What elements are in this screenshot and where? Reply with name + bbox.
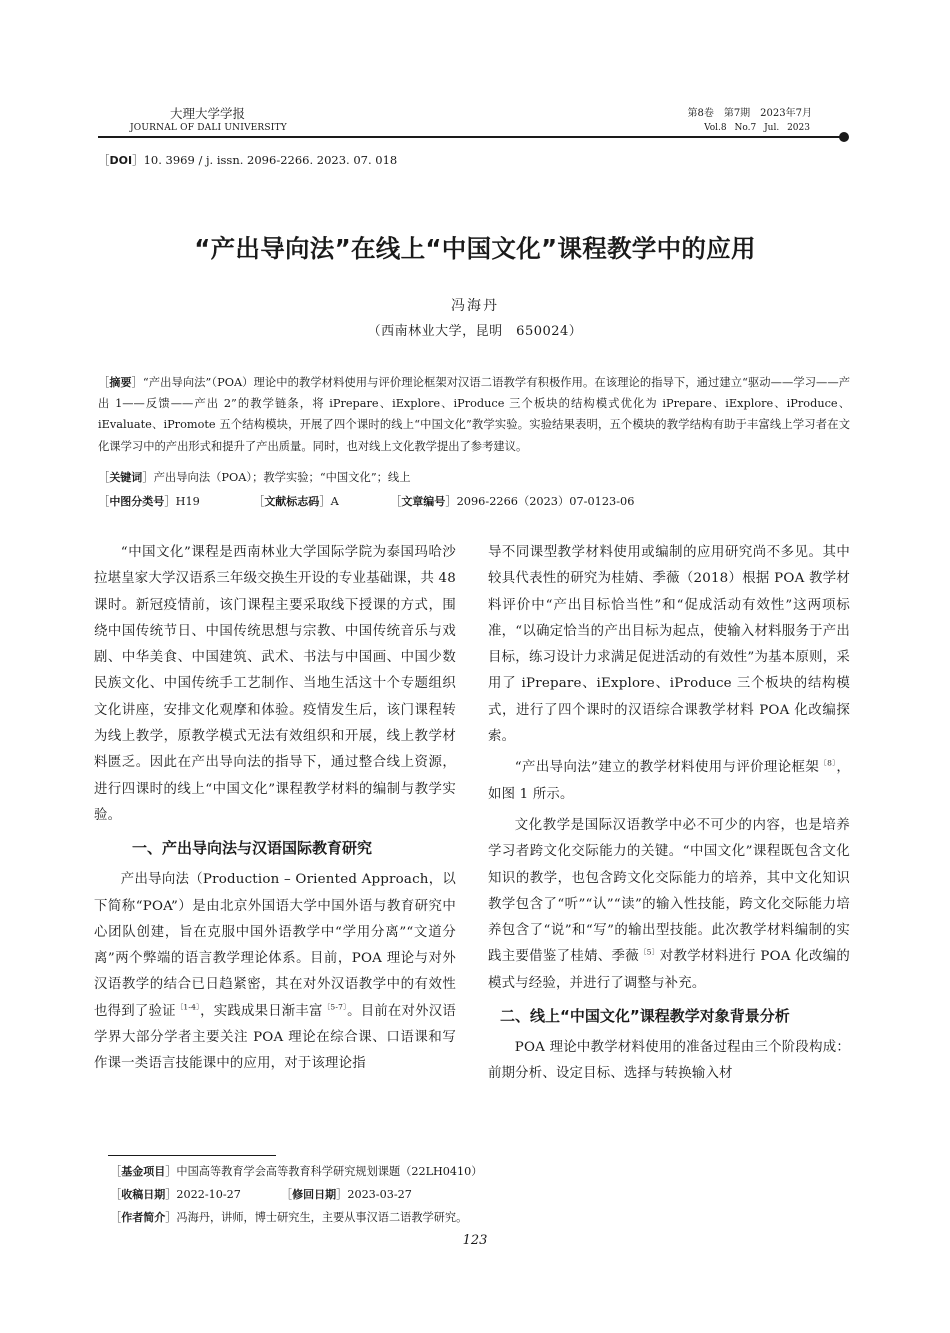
paragraph-text: 对教学材料进行 POA 化改编的模式与经验，并进行了调整与补充。 — [488, 949, 851, 991]
footnote-dates: ［收稿日期］2022-10-27 ［修回日期］2023-03-27 — [110, 1188, 412, 1201]
author-name: 冯海丹 — [451, 298, 499, 314]
abstract-text: “产出导向法”（POA）理论中的教学材料使用与评价理论框架对汉语二语教学有积极作用。在该理论的指导下，通过建立“驱动——学习——产出 1——反馈——产出 2”的教学链条，将 iPrepare、iExplore、iProduce 三个板块的结构模式优化为 iPrepare、iExplore、iProduce、iEvaluate、iPromote 五个结构模块，开展了四个课时的线上“中国文化”教学实验。实验结果表明，五个模块的教学结构有助于丰富线上学习者在文化课学习中的产出形式和提升了产出质量。同时，也对线上文化教学提出了参考建议。 — [98, 376, 851, 453]
paragraph-text: 。目前在对外汉语学界大部分学者主要关注 POA 理论在综合课、口语课和写作课一类语言技能课中的应用，对于该理论指 — [94, 1003, 456, 1072]
footnote-rule — [108, 1155, 276, 1156]
doc-code-value: A — [330, 495, 339, 508]
doc-code-label: 文献标志码 — [264, 495, 320, 508]
body-left-column — [94, 540, 456, 1078]
citation-ref: 〔5〕 — [638, 947, 660, 957]
citation-ref: 〔1-4〕 — [175, 1002, 201, 1012]
journal-title-en: JOURNAL OF DALI UNIVERSITY — [130, 123, 287, 133]
doi-line: ［DOI］10. 3969 / j. issn. 2096-2266. 2023. 07. 018 — [98, 153, 398, 167]
volume-info-en: Vol.8 No.7 Jul. 2023 — [704, 123, 810, 133]
keywords: ［关键词］产出导向法（POA）；教学实验；“中国文化”；线上 — [98, 471, 411, 484]
received-date: 2022-10-27 — [176, 1188, 241, 1201]
revised-label: 修回日期 — [292, 1188, 337, 1201]
citation-ref: 〔5-7〕 — [322, 1002, 348, 1012]
volume-info-cn: 第8卷 第7期 2023年7月 — [687, 108, 812, 119]
article-no-label: 文章编号 — [401, 495, 446, 508]
abstract: ［摘要］“产出导向法”（POA）理论中的教学材料使用与评价理论框架对汉语二语教学有积极作用。在该理论的指导下，通过建立“驱动——学习——产出 1——反馈——产出 2”的教学链条，将 iPrepare、iExplore、iProduce 三个板块的结构模式优化为 iPrepare、iExplore、iProduce、iEvaluate、iPromote 五个结构模块，开展了四个课时的线上“中国文化”教学实验。实验结果表明，五个模块的教学结构有助于丰富线上学习者在文化课学习中的产出形式和提升了产出质量。同时，也对线上文化教学提出了参考建议。 — [98, 376, 851, 453]
paragraph — [488, 813, 850, 997]
bio-text: 冯海丹，讲师，博士研究生，主要从事汉语二语教学研究。 — [176, 1211, 468, 1224]
paragraph: 导不同课型教学材料使用或编制的应用研究尚不多见。其中较具代表性的研究为桂婧、季薇（2018）根据 POA 教学材料评价中“产出目标恰当性”和“促成活动有效性”这两项标准，“以确定恰当的产出目标为起点，使输入材料服务于产出目标，练习设计力求满足促进活动的有效性”为基本原则，采用了 iPrepare、iExplore、iProduce 三个板块的结构模式，进行了四个课时的汉语综合课教学材料 POA 化改编探索。 — [488, 545, 850, 745]
header-rule — [98, 136, 843, 138]
paragraph — [94, 867, 456, 1077]
paragraph: “中国文化”课程是西南林业大学国际学院为泰国玛哈沙拉堪皇家大学汉语系三年级交换生开设的专业基础课，共 48 课时。新冠疫情前，该门课程主要采取线下授课的方式，围绕中国传统节日、中国传统思想与宗教、中国传统音乐与戏剧、中华美食、中国建筑、武术、书法与中国画、中国少数民族文化、中国传统手工艺制作、当地生活这十个专题组织文化讲座，安排文化观摩和体验。疫情发生后，该门课程转为线上教学，原教学模式无法有效组织和开展，线上教学材料匮乏。因此在产出导向法的指导下，通过整合线上资源，进行四课时的线上“中国文化”课程教学材料的编制与教学实验。 — [94, 545, 456, 823]
keywords-label: 关键词 — [109, 471, 143, 484]
keywords-text: 产出导向法（POA）；教学实验；“中国文化”；线上 — [153, 471, 411, 484]
doi-label: DOI — [109, 154, 133, 167]
footnote-author-bio: ［作者简介］冯海丹，讲师，博士研究生，主要从事汉语二语教学研究。 — [110, 1211, 468, 1224]
revised-date: 2023-03-27 — [347, 1188, 412, 1201]
journal-title-cn: 大理大学学报 — [170, 106, 246, 121]
clc-label: 中图分类号 — [109, 495, 165, 508]
abstract-label: 摘要 — [109, 376, 132, 389]
classification-row: ［中图分类号］H19 ［文献标志码］A ［文章编号］2096-2266（2023）07-0123-06 — [98, 495, 635, 508]
paragraph-text: 文化教学是国际汉语教学中必不可少的内容，也是培养学习者跨文化交际能力的关键。“中国文化”课程既包含文化知识的教学，也包含跨文化交际能力的培养，其中文化知识教学包含了“听”“认”“读”的输入性技能，跨文化交际能力培养包含了“说”和“写”的输出型技能。此次教学材料编制的实践主要借鉴了桂婧、季薇 — [488, 817, 850, 965]
article-no-value: 2096-2266（2023）07-0123-06 — [456, 495, 635, 508]
section-heading-1: 一、产出导向法与汉语国际教育研究 — [132, 839, 373, 858]
paragraph-text: “产出导向法”建立的教学材料使用与评价理论框架 — [514, 760, 820, 776]
paragraph-text: ，如图 1 所示。 — [488, 760, 851, 802]
header-rule-dot — [839, 132, 849, 142]
bio-label: 作者简介 — [121, 1211, 166, 1224]
paragraph: POA 理论中教学材料使用的准备过程由三个阶段构成：前期分析、设定目标、选择与转换输入材 — [488, 1040, 850, 1082]
fund-label: 基金项目 — [121, 1165, 166, 1178]
received-label: 收稿日期 — [121, 1188, 166, 1201]
clc-value: H19 — [175, 495, 200, 508]
paragraph-text: 产出导向法（Production – Oriented Approach，以下简称“POA”）是由北京外国语大学中国外语与教育研究中心团队创建，旨在克服中国外语教学中“学用分离”“文道分离”两个弊端的语言教学理论体系。目前，POA 理论与对外汉语教学的结合已日趋紧密，其在对外汉语教学中的有效性也得到了验证 — [94, 872, 456, 1019]
author-affiliation: （西南林业大学，昆明 650024） — [367, 324, 583, 339]
fund-text: 中国高等教育学会高等教育科学研究规划课题（22LH0410） — [176, 1165, 483, 1178]
doi-value: 10. 3969 / j. issn. 2096-2266. 2023. 07. 018 — [143, 153, 398, 167]
section-heading-2: 二、线上“中国文化”课程教学对象背景分析 — [500, 1007, 790, 1026]
article-title: “产出导向法”在线上“中国文化”课程教学中的应用 — [194, 234, 756, 263]
body-right-column — [488, 540, 850, 1088]
citation-ref: 〔8〕 — [819, 758, 837, 768]
paragraph-text: ，实践成果日渐丰富 — [200, 1003, 323, 1019]
footnote-funding: ［基金项目］中国高等教育学会高等教育科学研究规划课题（22LH0410） — [110, 1165, 483, 1178]
paragraph — [488, 755, 850, 808]
page-number: 123 — [462, 1233, 488, 1248]
